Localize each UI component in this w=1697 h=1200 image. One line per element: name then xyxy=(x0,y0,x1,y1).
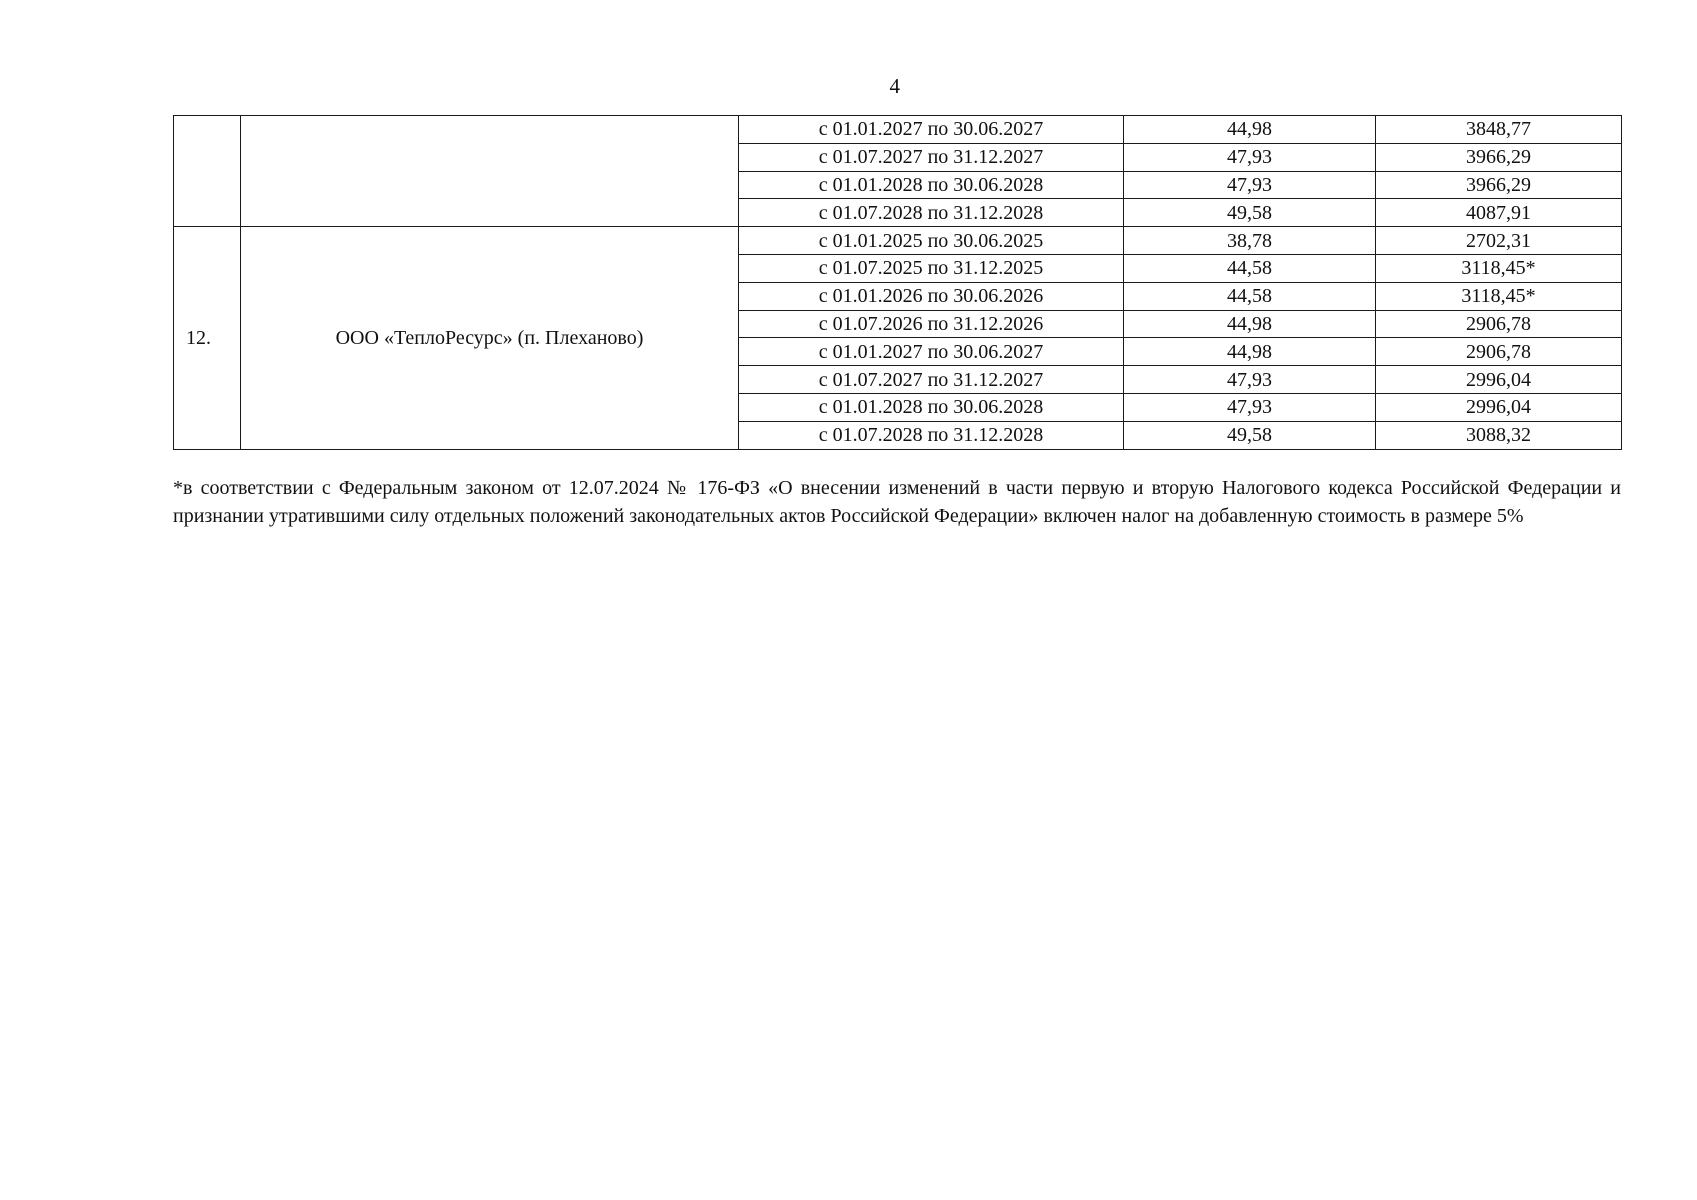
tariff-value-1-cell: 44,98 xyxy=(1124,310,1376,338)
tariff-value-2-cell: 3848,77 xyxy=(1376,116,1622,144)
period-cell: с 01.01.2027 по 30.06.2027 xyxy=(739,116,1124,144)
period-cell: с 01.01.2028 по 30.06.2028 xyxy=(739,171,1124,199)
tariff-value-2-cell: 4087,91 xyxy=(1376,199,1622,227)
period-cell: с 01.07.2027 по 31.12.2027 xyxy=(739,366,1124,394)
tariff-value-2-cell: 2996,04 xyxy=(1376,366,1622,394)
tariff-value-2-cell: 2906,78 xyxy=(1376,338,1622,366)
tariff-value-1-cell: 44,58 xyxy=(1124,282,1376,310)
tariff-value-1-cell: 49,58 xyxy=(1124,421,1376,449)
tariff-value-2-cell: 2702,31 xyxy=(1376,227,1622,255)
table-row xyxy=(174,116,1622,144)
tariff-value-2-cell: 3088,32 xyxy=(1376,421,1622,449)
tariff-value-2-cell: 3966,29 xyxy=(1376,143,1622,171)
period-cell: с 01.01.2026 по 30.06.2026 xyxy=(739,282,1124,310)
tariff-value-2-cell: 2996,04 xyxy=(1376,393,1622,421)
period-cell: с 01.01.2025 по 30.06.2025 xyxy=(739,227,1124,255)
period-cell: с 01.01.2028 по 30.06.2028 xyxy=(739,393,1124,421)
table-row xyxy=(174,227,1622,255)
tariff-value-2-cell: 3118,45* xyxy=(1376,254,1622,282)
tariff-value-1-cell: 44,58 xyxy=(1124,254,1376,282)
tariff-value-1-cell: 47,93 xyxy=(1124,171,1376,199)
organization-cell: ООО «ТеплоРесурс» (п. Плеханово) xyxy=(241,227,739,449)
tariff-value-2-cell: 2906,78 xyxy=(1376,310,1622,338)
tariff-value-1-cell: 49,58 xyxy=(1124,199,1376,227)
tariff-value-1-cell: 38,78 xyxy=(1124,227,1376,255)
tariff-table-body xyxy=(174,116,1622,450)
row-number-cell: 12. xyxy=(174,227,241,449)
tariff-value-2-cell: 3966,29 xyxy=(1376,171,1622,199)
tariff-value-1-cell: 47,93 xyxy=(1124,366,1376,394)
tariff-value-2-cell: 3118,45* xyxy=(1376,282,1622,310)
tariff-value-1-cell: 47,93 xyxy=(1124,143,1376,171)
organization-cell xyxy=(241,116,739,227)
period-cell: с 01.07.2028 по 31.12.2028 xyxy=(739,199,1124,227)
tariff-value-1-cell: 44,98 xyxy=(1124,338,1376,366)
tariff-table xyxy=(173,115,1622,450)
period-cell: с 01.07.2025 по 31.12.2025 xyxy=(739,254,1124,282)
row-number-cell xyxy=(174,116,241,227)
period-cell: с 01.07.2028 по 31.12.2028 xyxy=(739,421,1124,449)
period-cell: с 01.01.2027 по 30.06.2027 xyxy=(739,338,1124,366)
period-cell: с 01.07.2027 по 31.12.2027 xyxy=(739,143,1124,171)
period-cell: с 01.07.2026 по 31.12.2026 xyxy=(739,310,1124,338)
tariff-value-1-cell: 44,98 xyxy=(1124,116,1376,144)
footnote: *в соответствии с Федеральным законом от 12.07.2024 № 176-ФЗ «О внесении изменений в части первую и вторую Налогового кодекса Российской Федерации и признании утратившими силу отдельных положений законодательных актов Российской Федерации» включен налог на добавленную стоимость в размере 5% xyxy=(173,477,1621,527)
page-number: 4 xyxy=(889,74,901,98)
tariff-value-1-cell: 47,93 xyxy=(1124,393,1376,421)
